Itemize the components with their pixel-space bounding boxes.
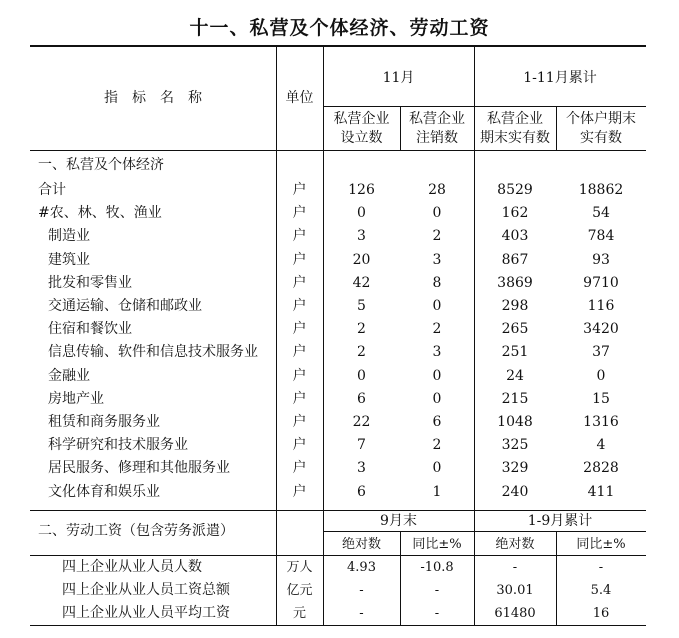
labor-row-v2: - xyxy=(434,606,440,621)
section1-label: 一、私营及个体经济 xyxy=(38,157,164,173)
row-unit: 户 xyxy=(292,368,307,384)
row-v3: 265 xyxy=(501,321,529,337)
row-unit: 户 xyxy=(292,298,307,314)
unit-header: 单位 xyxy=(285,90,314,106)
page-title: 十一、私营及个体经济、劳动工资 xyxy=(189,17,490,39)
labor-row-v1: - xyxy=(359,606,364,621)
row-v1: 3 xyxy=(357,228,366,244)
labor-row-v4: - xyxy=(598,560,604,575)
row-name: 批发和零售业 xyxy=(48,275,132,291)
row-v2: 2 xyxy=(432,321,442,337)
row-v4: 116 xyxy=(587,298,615,314)
table-bottom-rule xyxy=(30,625,646,626)
labor-row-name: 四上企业从业人员平均工资 xyxy=(62,605,230,621)
labor-row-v4: 5.4 xyxy=(590,583,612,598)
row-v3: 251 xyxy=(501,344,529,360)
row-v4: 2828 xyxy=(583,460,619,476)
row-v1: 22 xyxy=(352,414,371,430)
row-v4: 93 xyxy=(592,252,610,268)
row-v1: 2 xyxy=(357,321,366,337)
labor-row-v2: - xyxy=(434,583,440,598)
row-name: 金融业 xyxy=(48,368,90,384)
labor-row-v3: - xyxy=(512,560,518,575)
row-v4: 411 xyxy=(587,484,615,500)
section2-header-rule xyxy=(30,555,646,556)
row-unit: 户 xyxy=(292,484,307,500)
section2-period1-header: 9月末 xyxy=(380,513,417,529)
row-unit: 户 xyxy=(292,252,307,268)
row-unit: 户 xyxy=(292,344,307,360)
row-unit: 户 xyxy=(292,275,307,291)
col3-header-line1: 私营企业 xyxy=(487,111,543,127)
section2-period2-header: 1-9月累计 xyxy=(527,513,593,529)
col2-header-line2: 注销数 xyxy=(416,130,458,146)
labor-row-v1: - xyxy=(359,583,364,598)
row-unit: 户 xyxy=(292,228,307,244)
row-v4: 18862 xyxy=(578,182,624,198)
row-v2: 1 xyxy=(432,484,442,500)
row-v2: 0 xyxy=(432,391,442,407)
period1-header: 11月 xyxy=(382,70,415,86)
col3-header-line2: 期末实有数 xyxy=(480,130,550,146)
row-unit: 户 xyxy=(292,391,307,407)
section2-col3-header: 绝对数 xyxy=(495,537,535,552)
labor-row-v1: 4.93 xyxy=(347,560,376,575)
indicator-header: 指 标 名 称 xyxy=(104,90,202,106)
row-v3: 162 xyxy=(501,205,529,221)
header-bottom-rule xyxy=(30,150,646,151)
row-name: 交通运输、仓储和邮政业 xyxy=(48,298,202,314)
row-unit: 户 xyxy=(292,205,307,221)
labor-row-unit: 万人 xyxy=(286,560,313,575)
labor-row-unit: 元 xyxy=(292,606,306,621)
row-v1: 3 xyxy=(357,460,366,476)
row-v3: 403 xyxy=(501,228,529,244)
labor-row-name: 四上企业从业人员工资总额 xyxy=(62,582,230,598)
row-name: 建筑业 xyxy=(48,252,90,268)
row-v2: 3 xyxy=(432,344,442,360)
row-v3: 325 xyxy=(501,437,529,453)
row-name: #农、林、牧、渔业 xyxy=(38,205,162,221)
row-name: 科学研究和技术服务业 xyxy=(48,437,188,453)
row-v4: 3420 xyxy=(583,321,619,337)
row-unit: 户 xyxy=(292,460,307,476)
row-v2: 28 xyxy=(428,182,446,198)
row-v2: 2 xyxy=(432,437,442,453)
col1-header-line2: 设立数 xyxy=(340,130,383,146)
row-v4: 15 xyxy=(592,391,610,407)
row-v2: 6 xyxy=(432,414,442,430)
row-v3: 1048 xyxy=(497,414,533,430)
row-v1: 2 xyxy=(357,344,366,360)
row-v3: 867 xyxy=(501,252,529,268)
row-unit: 户 xyxy=(292,321,307,337)
row-v1: 6 xyxy=(357,484,366,500)
labor-row-unit: 亿元 xyxy=(286,583,313,598)
labor-row-v3: 30.01 xyxy=(496,583,534,598)
row-v4: 1316 xyxy=(583,414,619,430)
row-name: 住宿和餐饮业 xyxy=(48,321,132,337)
period2-header: 1-11月累计 xyxy=(523,70,597,86)
row-v3: 298 xyxy=(501,298,529,314)
row-unit: 户 xyxy=(292,182,307,198)
header-period-rule xyxy=(323,106,646,107)
row-unit: 户 xyxy=(292,437,307,453)
row-v3: 24 xyxy=(506,368,524,384)
row-v4: 54 xyxy=(592,205,610,221)
row-v2: 0 xyxy=(432,205,442,221)
row-v3: 329 xyxy=(501,460,529,476)
labor-row-v3: 61480 xyxy=(494,606,536,621)
row-v1: 42 xyxy=(352,275,371,291)
row-v4: 37 xyxy=(592,344,610,360)
labor-row-v2: -10.8 xyxy=(420,560,454,575)
row-v4: 9710 xyxy=(583,275,619,291)
section2-divider-rule xyxy=(30,510,646,511)
col4-header-line1: 个体户期末 xyxy=(566,111,636,127)
row-name: 房地产业 xyxy=(48,391,104,407)
row-v2: 3 xyxy=(432,252,442,268)
row-name: 制造业 xyxy=(48,228,90,244)
col1-header-line1: 私营企业 xyxy=(333,111,390,127)
row-unit: 户 xyxy=(292,414,307,430)
row-v2: 0 xyxy=(432,298,442,314)
table-top-rule xyxy=(30,45,646,47)
row-v1: 7 xyxy=(357,437,366,453)
row-v3: 240 xyxy=(501,484,529,500)
row-name: 居民服务、修理和其他服务业 xyxy=(48,460,230,476)
section2-col1-header: 绝对数 xyxy=(341,537,381,552)
row-v2: 2 xyxy=(432,228,442,244)
row-name: 信息传输、软件和信息技术服务业 xyxy=(48,344,258,360)
section2-label: 二、劳动工资（包含劳务派遣） xyxy=(38,523,234,539)
section2-col4-header: 同比±% xyxy=(576,537,626,552)
row-v2: 0 xyxy=(432,368,442,384)
labor-row-name: 四上企业从业人员人数 xyxy=(62,559,202,575)
col2-header-line1: 私营企业 xyxy=(409,111,465,127)
labor-row-v4: 16 xyxy=(592,606,610,621)
row-v1: 5 xyxy=(357,298,366,314)
row-v1: 20 xyxy=(352,252,371,268)
row-v4: 4 xyxy=(596,437,606,453)
row-v1: 6 xyxy=(357,391,366,407)
row-v3: 215 xyxy=(501,391,529,407)
row-v1: 0 xyxy=(357,205,366,221)
row-v1: 126 xyxy=(348,182,375,198)
section2-col2-header: 同比±% xyxy=(412,537,462,552)
section2-period-rule xyxy=(323,531,646,532)
row-name: 租赁和商务服务业 xyxy=(48,414,160,430)
row-v3: 3869 xyxy=(497,275,533,291)
row-v1: 0 xyxy=(357,368,366,384)
row-v2: 8 xyxy=(432,275,442,291)
row-v2: 0 xyxy=(432,460,442,476)
row-name: 文化体育和娱乐业 xyxy=(48,484,160,500)
row-name: 合计 xyxy=(38,182,66,198)
row-v4: 0 xyxy=(596,368,606,384)
row-v4: 784 xyxy=(587,228,615,244)
row-v3: 8529 xyxy=(497,182,533,198)
col4-header-line2: 实有数 xyxy=(580,130,622,146)
